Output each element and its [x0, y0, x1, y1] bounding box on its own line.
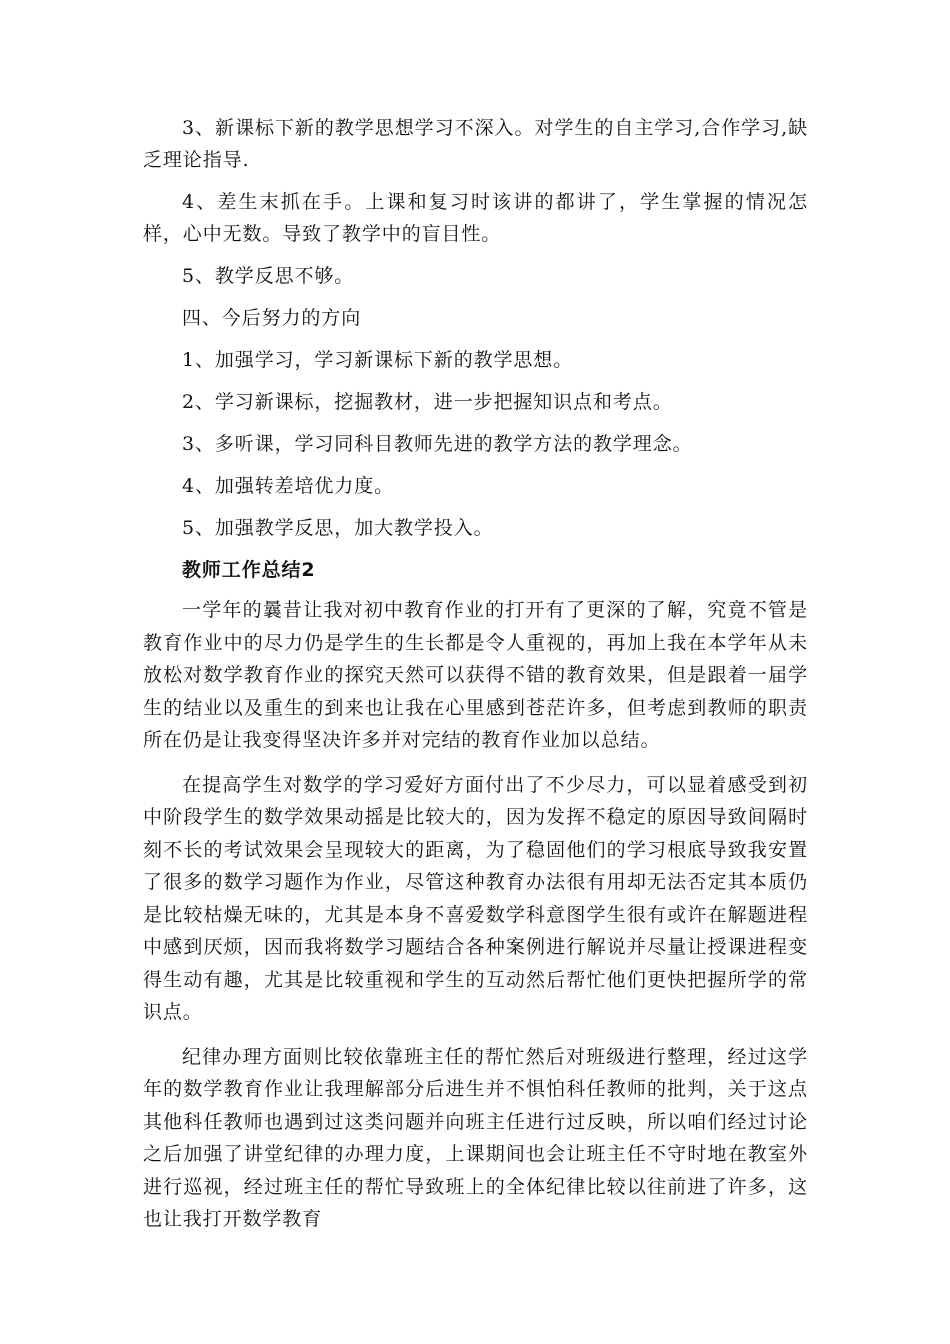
paragraph-body-1: 一学年的曩昔让我对初中教育作业的打开有了更深的了解，究竟不管是教育作业中的尽力仍是学生的生长都是令人重视的，再加上我在本学年从未放松对数学教育作业的探究天然可以获得不错的教育效果，但是跟着一届学生的结业以及重生的到来也让我在心里感到苍茫许多，但考虑到教师的职责所在仍是让我变得坚决许多并对完结的教育作业加以总结。	[143, 599, 808, 751]
paragraph-weakness-4: 4、差生末抓在手。上课和复习时该讲的都讲了，学生掌握的情况怎样，心中无数。导致了教学中的盲目性。	[143, 191, 808, 245]
paragraph-direction-4: 4、加强转差培优力度。	[182, 475, 394, 497]
document-page	[143, 112, 808, 1248]
paragraph-weakness-3: 3、新课标下新的教学思想学习不深入。对学生的自主学习,合作学习,缺乏理论指导.	[143, 117, 808, 171]
section-heading-future-direction: 四、今后努力的方向	[182, 307, 362, 329]
paragraph-direction-2: 2、学习新课标，挖掘教材，进一步把握知识点和考点。	[182, 391, 673, 413]
paragraph-direction-3: 3、多听课，学习同科目教师先进的教学方法的教学理念。	[182, 433, 693, 455]
paragraph-weakness-5: 5、教学反思不够。	[182, 265, 355, 287]
paragraph-body-2: 在提高学生对数学的学习爱好方面付出了不少尽力，可以显着感受到初中阶段学生的数学效果动摇是比较大的，因为发挥不稳定的原因导致间隔时刻不长的考试效果会呈现较大的距离，为了稳固他们的学习根底导致我安置了很多的数学习题作为作业，尽管这种教育办法很有用却无法否定其本质仍是比较枯燥无味的，尤其是本身不喜爱数学科意图学生很有或许在解题进程中感到厌烦，因而我将数学习题结合各种案例进行解说并尽量让授课进程变得生动有趣，尤其是比较重视和学生的互动然后帮忙他们更快把握所学的常识点。	[143, 773, 808, 1023]
paragraph-direction-5: 5、加强教学反思，加大教学投入。	[182, 517, 494, 539]
section-title: 教师工作总结2	[182, 559, 316, 581]
paragraph-direction-1: 1、加强学习，学习新课标下新的教学思想。	[182, 349, 574, 371]
paragraph-body-3: 纪律办理方面则比较依靠班主任的帮忙然后对班级进行整理，经过这学年的数学教育作业让我理解部分后进生并不惧怕科任教师的批判，关于这点其他科任教师也遇到过这类问题并向班主任进行过反映，所以咱们经过讨论之后加强了讲堂纪律的办理力度，上课期间也会让班主任不守时地在教室外进行巡视，经过班主任的帮忙导致班上的全体纪律比较以往前进了许多，这也让我打开数学教育	[143, 1045, 808, 1230]
